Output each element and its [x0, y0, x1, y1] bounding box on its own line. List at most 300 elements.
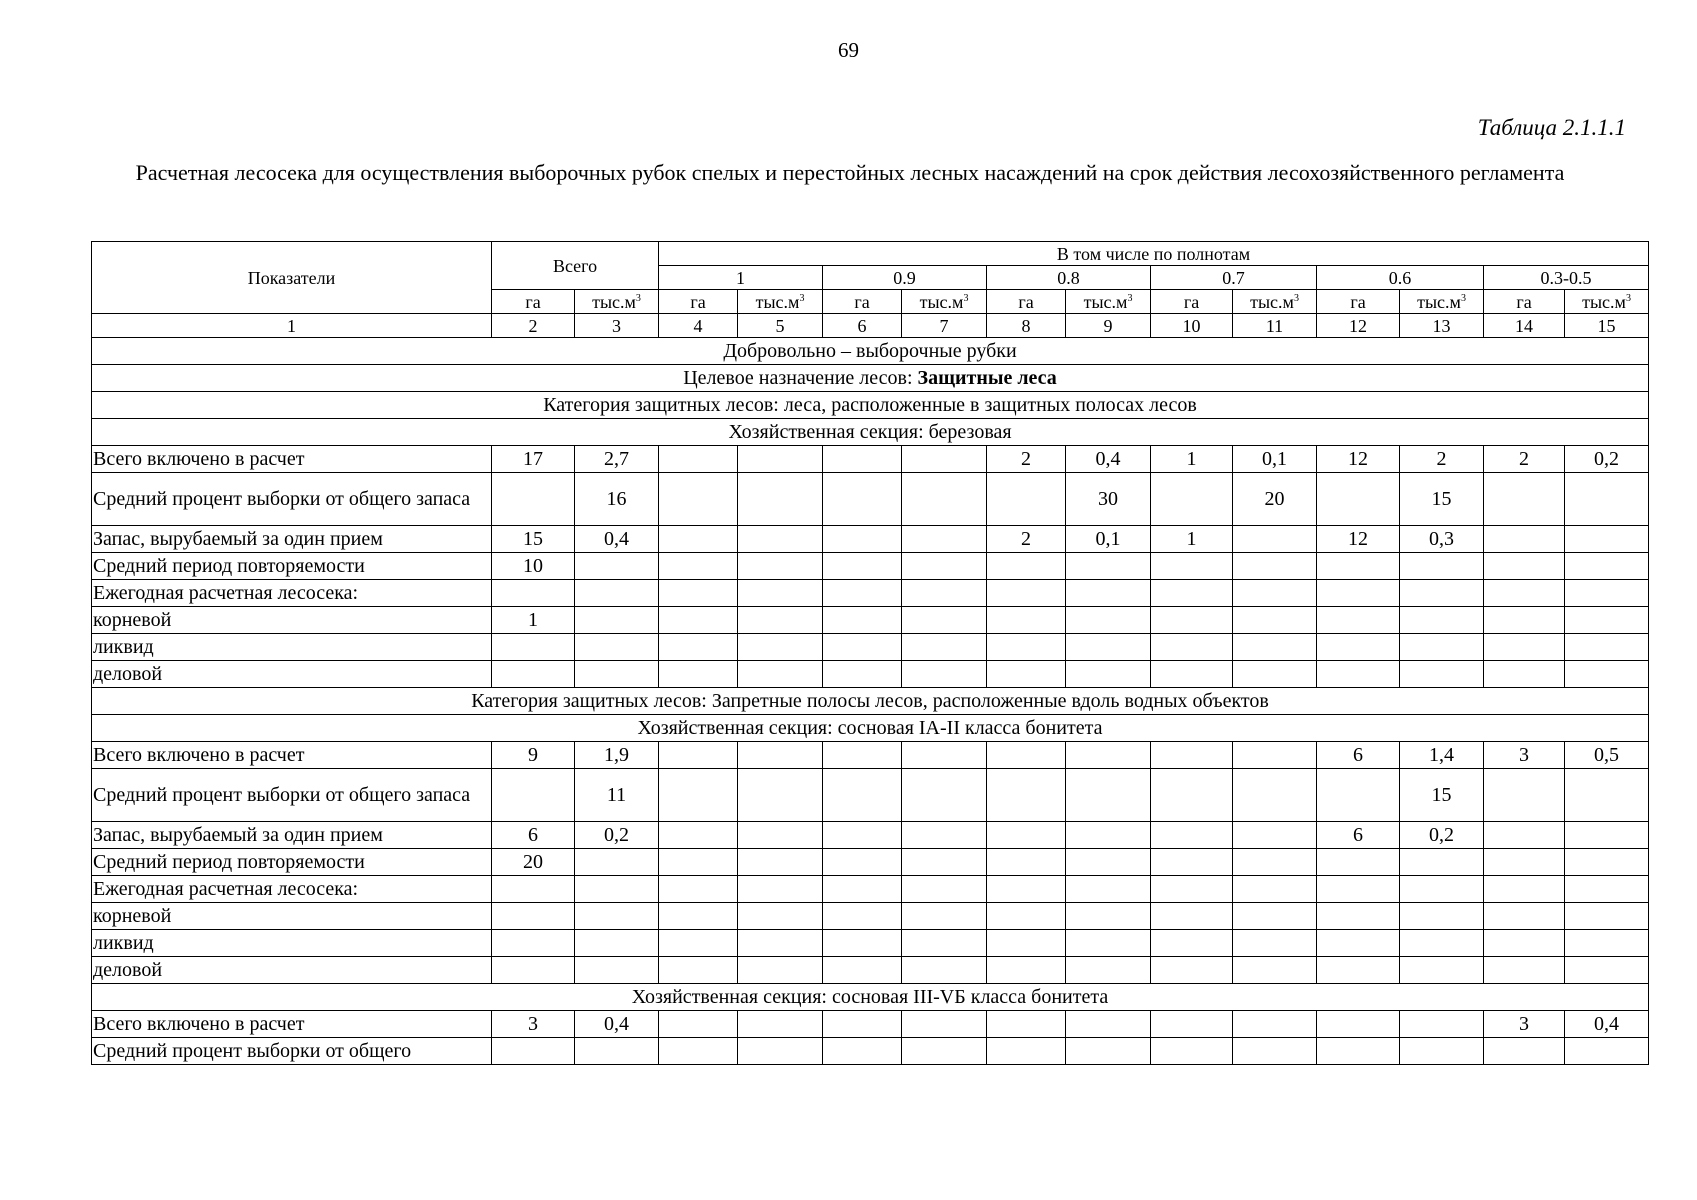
table-cell	[738, 661, 823, 688]
unit-ha: га	[659, 290, 738, 314]
table-cell	[1484, 580, 1565, 607]
table-cell	[492, 769, 575, 822]
table-cell	[659, 473, 738, 526]
table-cell	[738, 1011, 823, 1038]
row-label: Запас, вырубаемый за один прием	[92, 822, 492, 849]
table-cell	[902, 1011, 987, 1038]
table-cell	[823, 930, 902, 957]
table-cell	[492, 473, 575, 526]
table-cell	[659, 822, 738, 849]
table-cell	[575, 580, 659, 607]
table-cell	[1066, 903, 1151, 930]
category-row-1: Категория защитных лесов: леса, расположенные в защитных полосах лесов	[92, 392, 1649, 419]
unit-m3-superscript: 3	[1293, 292, 1299, 304]
row-label: Средний процент выборки от общего запаса	[92, 473, 492, 526]
table-cell	[575, 849, 659, 876]
table-row	[92, 634, 1649, 661]
table-cell	[1151, 769, 1233, 822]
table-cell	[1484, 903, 1565, 930]
table-cell: 1,9	[575, 742, 659, 769]
row-label: ликвид	[92, 930, 492, 957]
unit-m3-superscript: 3	[1460, 292, 1466, 304]
header-density-0-3-0-5: 0.3-0.5	[1484, 266, 1649, 290]
table-cell	[987, 553, 1066, 580]
table-cell	[1400, 876, 1484, 903]
table-cell	[987, 607, 1066, 634]
table-row	[92, 607, 1649, 634]
table-cell	[1317, 769, 1400, 822]
table-cell: 15	[1400, 769, 1484, 822]
table-cell	[1317, 1038, 1400, 1065]
header-density-0-9: 0.9	[823, 266, 987, 290]
table-cell	[987, 957, 1066, 984]
table-row	[92, 822, 1649, 849]
table-cell	[1565, 473, 1649, 526]
table-cell: 0,2	[1400, 822, 1484, 849]
table-cell	[987, 742, 1066, 769]
table-cell: 6	[1317, 742, 1400, 769]
header-including: В том числе по полнотам	[659, 242, 1649, 266]
table-cell	[823, 849, 902, 876]
table-cell: 0,4	[575, 1011, 659, 1038]
table-cell	[738, 526, 823, 553]
table-cell	[1400, 580, 1484, 607]
table-cell	[1317, 1011, 1400, 1038]
column-number: 15	[1565, 314, 1649, 338]
table-cell	[987, 930, 1066, 957]
row-label: Средний процент выборки от общего	[92, 1038, 492, 1065]
row-label: корневой	[92, 607, 492, 634]
table-cell	[902, 634, 987, 661]
header-density-0-7: 0.7	[1151, 266, 1317, 290]
column-number: 14	[1484, 314, 1565, 338]
table-cell	[1066, 661, 1151, 688]
table-cell	[1151, 553, 1233, 580]
unit-m3-superscript: 3	[635, 292, 641, 304]
unit-m3-text: тыс.м	[919, 291, 964, 312]
table-cell	[1233, 580, 1317, 607]
table-cell: 10	[492, 553, 575, 580]
unit-m3-text: тыс.м	[1417, 291, 1461, 312]
table-cell	[1151, 930, 1233, 957]
column-number: 11	[1233, 314, 1317, 338]
unit-ha: га	[823, 290, 902, 314]
column-number: 12	[1317, 314, 1400, 338]
table-cell: 12	[1317, 446, 1400, 473]
table-cell	[575, 957, 659, 984]
table-cell: 0,4	[575, 526, 659, 553]
column-number: 8	[987, 314, 1066, 338]
column-number: 7	[902, 314, 987, 338]
table-cell	[1484, 473, 1565, 526]
table-cell: 2,7	[575, 446, 659, 473]
table-cell	[1066, 553, 1151, 580]
table-cell	[1565, 580, 1649, 607]
table-cell	[492, 1038, 575, 1065]
purpose-value: Защитные леса	[917, 367, 1057, 389]
table-cell	[575, 607, 659, 634]
row-label: Всего включено в расчет	[92, 446, 492, 473]
table-cell	[738, 742, 823, 769]
table-cell	[902, 661, 987, 688]
table-cell	[659, 742, 738, 769]
table-cell	[1317, 930, 1400, 957]
unit-ha: га	[1317, 290, 1400, 314]
table-cell	[987, 634, 1066, 661]
table-cell	[823, 661, 902, 688]
table-row	[92, 580, 1649, 607]
table-cell	[1317, 553, 1400, 580]
unit-ha: га	[1484, 290, 1565, 314]
table-cell	[1565, 553, 1649, 580]
table-cell	[1233, 607, 1317, 634]
table-cell	[1233, 903, 1317, 930]
row-label: Средний период повторяемости	[92, 553, 492, 580]
table-cell: 2	[987, 446, 1066, 473]
table-cell	[738, 634, 823, 661]
table-cell	[1233, 661, 1317, 688]
row-label: Ежегодная расчетная лесосека:	[92, 580, 492, 607]
table-cell	[1565, 661, 1649, 688]
column-number: 10	[1151, 314, 1233, 338]
table-cell	[1151, 634, 1233, 661]
table-cell	[902, 446, 987, 473]
unit-m3	[902, 290, 987, 314]
table-cell	[1317, 661, 1400, 688]
table-cell	[659, 849, 738, 876]
cutting-type-row: Добровольно – выборочные рубки	[92, 338, 1649, 365]
row-label: деловой	[92, 661, 492, 688]
column-number-row	[92, 314, 1649, 338]
table-cell	[1400, 607, 1484, 634]
table-cell: 6	[492, 822, 575, 849]
table-cell	[823, 822, 902, 849]
table-row	[92, 876, 1649, 903]
table-cell	[1151, 473, 1233, 526]
table-cell	[1565, 769, 1649, 822]
table-cell	[987, 876, 1066, 903]
table-cell: 2	[1484, 446, 1565, 473]
table-cell: 15	[1400, 473, 1484, 526]
table-cell	[1233, 1011, 1317, 1038]
unit-m3-text: тыс.м	[592, 291, 636, 312]
table-cell	[659, 580, 738, 607]
table-cell	[1400, 1038, 1484, 1065]
unit-ha: га	[1151, 290, 1233, 314]
table-cell	[987, 1011, 1066, 1038]
table-row	[92, 473, 1649, 526]
table-cell	[738, 607, 823, 634]
table-cell	[575, 1038, 659, 1065]
unit-ha: га	[987, 290, 1066, 314]
table-cell	[902, 607, 987, 634]
row-label: Средний процент выборки от общего запаса	[92, 769, 492, 822]
table-cell	[902, 930, 987, 957]
table-cell: 3	[1484, 742, 1565, 769]
table-cell	[738, 580, 823, 607]
table-cell	[1317, 903, 1400, 930]
table-cell	[1233, 849, 1317, 876]
table-cell	[492, 634, 575, 661]
table-cell	[1317, 849, 1400, 876]
table-cell	[1484, 849, 1565, 876]
table-cell: 0,2	[1565, 446, 1649, 473]
table-cell	[1400, 1011, 1484, 1038]
table-cell	[1066, 634, 1151, 661]
table-cell	[1565, 607, 1649, 634]
table-cell	[823, 553, 902, 580]
row-label: Запас, вырубаемый за один прием	[92, 526, 492, 553]
header-density-1: 1	[659, 266, 823, 290]
table-cell	[1400, 957, 1484, 984]
column-number: 6	[823, 314, 902, 338]
unit-m3	[738, 290, 823, 314]
table-cell	[902, 1038, 987, 1065]
table-cell	[987, 822, 1066, 849]
table-cell	[823, 607, 902, 634]
table-cell	[902, 876, 987, 903]
table-row	[92, 930, 1649, 957]
column-number: 4	[659, 314, 738, 338]
table-cell	[492, 661, 575, 688]
table-cell: 0,1	[1066, 526, 1151, 553]
row-label: Ежегодная расчетная лесосека:	[92, 876, 492, 903]
unit-m3-superscript: 3	[799, 292, 805, 304]
table-cell	[492, 903, 575, 930]
row-label: ликвид	[92, 634, 492, 661]
table-cell	[902, 849, 987, 876]
table-cell	[987, 473, 1066, 526]
table-cell	[987, 849, 1066, 876]
table-cell: 0,5	[1565, 742, 1649, 769]
table-cell	[1151, 849, 1233, 876]
header-total: Всего	[492, 242, 659, 290]
table-cell	[1151, 957, 1233, 984]
table-cell	[1484, 822, 1565, 849]
table-cell	[1066, 769, 1151, 822]
table-cell	[738, 1038, 823, 1065]
table-row	[92, 526, 1649, 553]
table-cell	[1151, 580, 1233, 607]
page-number: 69	[838, 38, 859, 62]
table-cell	[1400, 553, 1484, 580]
row-label: Всего включено в расчет	[92, 1011, 492, 1038]
table-cell	[575, 876, 659, 903]
table-cell	[659, 661, 738, 688]
unit-m3-text: тыс.м	[1250, 291, 1294, 312]
table-cell: 2	[987, 526, 1066, 553]
table-cell: 1	[1151, 526, 1233, 553]
table-cell: 20	[1233, 473, 1317, 526]
table-cell	[1400, 903, 1484, 930]
table-cell	[987, 903, 1066, 930]
table-cell	[1151, 822, 1233, 849]
table-cell	[738, 903, 823, 930]
table-cell: 0,3	[1400, 526, 1484, 553]
table-cell: 20	[492, 849, 575, 876]
table-cell	[1233, 634, 1317, 661]
section-row-1: Хозяйственная секция: березовая	[92, 419, 1649, 446]
table-cell	[823, 742, 902, 769]
table-row	[92, 742, 1649, 769]
table-cell	[823, 446, 902, 473]
table-cell	[1400, 661, 1484, 688]
table-cell	[1317, 607, 1400, 634]
unit-m3	[1400, 290, 1484, 314]
table-cell	[823, 526, 902, 553]
table-cell	[902, 526, 987, 553]
unit-ha: га	[492, 290, 575, 314]
table-cell	[902, 822, 987, 849]
table-row	[92, 957, 1649, 984]
table-cell	[823, 1038, 902, 1065]
column-number: 1	[92, 314, 492, 338]
table-cell	[823, 876, 902, 903]
table-cell: 0,2	[575, 822, 659, 849]
table-cell	[1565, 526, 1649, 553]
table-cell	[1233, 957, 1317, 984]
table-cell	[1484, 607, 1565, 634]
header-indicators: Показатели	[92, 242, 492, 314]
row-label: Всего включено в расчет	[92, 742, 492, 769]
table-cell	[738, 769, 823, 822]
column-number: 9	[1066, 314, 1151, 338]
table-cell	[1066, 876, 1151, 903]
table-cell	[1400, 634, 1484, 661]
table-cell	[492, 580, 575, 607]
table-cell: 3	[492, 1011, 575, 1038]
table-cell	[575, 634, 659, 661]
table-cell	[575, 661, 659, 688]
table-cell	[659, 930, 738, 957]
table-cell	[1066, 849, 1151, 876]
row-label: Средний период повторяемости	[92, 849, 492, 876]
column-number: 3	[575, 314, 659, 338]
table-cell: 15	[492, 526, 575, 553]
table-cell	[1565, 634, 1649, 661]
table-cell	[902, 580, 987, 607]
table-cell	[738, 553, 823, 580]
section-row-2: Хозяйственная секция: сосновая IA-II класса бонитета	[92, 715, 1649, 742]
table-cell	[575, 930, 659, 957]
table-cell	[987, 661, 1066, 688]
table-cell	[738, 446, 823, 473]
table-cell	[659, 957, 738, 984]
table-cell	[987, 580, 1066, 607]
table-cell	[1484, 1038, 1565, 1065]
table-cell	[738, 822, 823, 849]
table-cell	[659, 876, 738, 903]
table-cell: 30	[1066, 473, 1151, 526]
table-cell	[1484, 526, 1565, 553]
header-density-0-8: 0.8	[987, 266, 1151, 290]
section-row-3: Хозяйственная секция: сосновая III-VБ класса бонитета	[92, 984, 1649, 1011]
table-cell	[492, 957, 575, 984]
unit-m3-superscript: 3	[963, 292, 969, 304]
table-row	[92, 903, 1649, 930]
table-cell	[1484, 661, 1565, 688]
header-density-0-6: 0.6	[1317, 266, 1484, 290]
table-cell	[659, 1011, 738, 1038]
table-cell	[902, 742, 987, 769]
table-row	[92, 1011, 1649, 1038]
table-cell	[1066, 822, 1151, 849]
table-cell	[659, 1038, 738, 1065]
table-cell: 2	[1400, 446, 1484, 473]
table-row	[92, 553, 1649, 580]
unit-m3-text: тыс.м	[1083, 291, 1128, 312]
table-cell	[1317, 876, 1400, 903]
table-cell: 3	[1484, 1011, 1565, 1038]
table-cell	[1484, 553, 1565, 580]
table-cell	[1565, 930, 1649, 957]
table-cell	[659, 446, 738, 473]
table-cell	[1484, 930, 1565, 957]
table-cell	[902, 769, 987, 822]
table-cell	[1233, 876, 1317, 903]
table-cell	[1317, 580, 1400, 607]
table-cell: 1,4	[1400, 742, 1484, 769]
purpose-row	[92, 365, 1649, 392]
table-cell	[1565, 1038, 1649, 1065]
table-cell	[738, 876, 823, 903]
table-cell	[1151, 661, 1233, 688]
table-cell	[738, 930, 823, 957]
table-cell	[492, 930, 575, 957]
purpose-prefix: Целевое назначение лесов:	[683, 367, 918, 389]
table-cell	[659, 903, 738, 930]
table-cell: 1	[1151, 446, 1233, 473]
table-cell: 0,4	[1066, 446, 1151, 473]
table-cell	[902, 473, 987, 526]
unit-m3-superscript: 3	[1625, 292, 1631, 304]
table-cell	[1066, 580, 1151, 607]
table-cell	[1317, 473, 1400, 526]
unit-m3-text: тыс.м	[755, 291, 800, 312]
table-row	[92, 1038, 1649, 1065]
table-cell	[902, 957, 987, 984]
table-cell	[659, 769, 738, 822]
table-row	[92, 661, 1649, 688]
table-cell	[1066, 930, 1151, 957]
forest-cutting-table	[91, 241, 1649, 1065]
table-cell	[738, 957, 823, 984]
table-cell	[1484, 876, 1565, 903]
table-cell: 0,4	[1565, 1011, 1649, 1038]
table-cell: 1	[492, 607, 575, 634]
table-cell: 17	[492, 446, 575, 473]
column-number: 2	[492, 314, 575, 338]
table-cell	[1400, 849, 1484, 876]
table-cell: 0,1	[1233, 446, 1317, 473]
table-cell	[1151, 742, 1233, 769]
table-cell	[1233, 822, 1317, 849]
table-cell	[492, 876, 575, 903]
table-row	[92, 769, 1649, 822]
table-cell	[1066, 607, 1151, 634]
table-cell	[1565, 903, 1649, 930]
table-cell: 16	[575, 473, 659, 526]
unit-m3	[1066, 290, 1151, 314]
table-cell: 6	[1317, 822, 1400, 849]
table-cell	[823, 957, 902, 984]
table-cell	[1317, 634, 1400, 661]
table-label: Таблица 2.1.1.1	[1477, 115, 1626, 140]
table-cell	[902, 903, 987, 930]
table-cell: 12	[1317, 526, 1400, 553]
table-cell	[1066, 1011, 1151, 1038]
table-cell	[823, 580, 902, 607]
